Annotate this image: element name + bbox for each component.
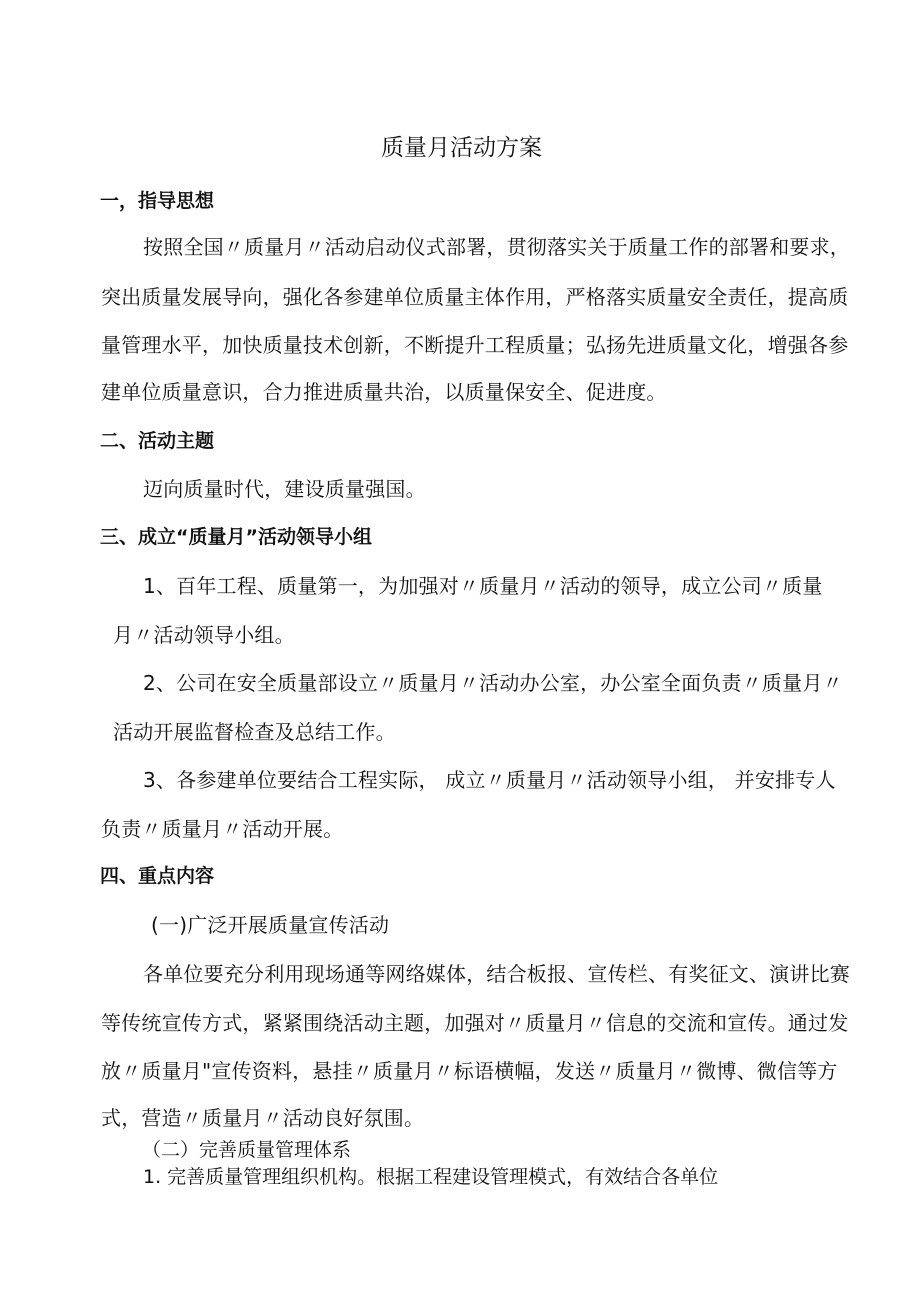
paragraph-line: 各单位要充分利用现场通等网络媒体，结合板报、宣传栏、有奖征文、演讲比赛 — [143, 962, 850, 986]
paragraph-line: 迈向质量时代，建设质量强国。 — [143, 477, 426, 501]
paragraph-line: 放〃质量月"宣传资料，悬挂〃质量月〃标语横幅，发送〃质量月〃微博、微信等方 — [101, 1059, 838, 1083]
list-item-line: 2、公司在安全质量部设立〃质量月〃活动办公室，办公室全面负责〃质量月〃 — [143, 671, 843, 695]
paragraph-line: 量管理水平，加快质量技术创新，不断提升工程质量；弘扬先进质量文化，增强各参 — [101, 333, 849, 357]
paragraph-line: 等传统宣传方式，紧紧围绕活动主题，加强对〃质量月〃信息的交流和宣传。通过发 — [101, 1011, 849, 1035]
paragraph-line: 式，营造〃质量月〃活动良好氛围。 — [101, 1106, 425, 1130]
section-heading-guiding-thought: 一，指导思想 — [100, 190, 215, 212]
paragraph-line: 1. 完善质量管理组织机构。根据工程建设管理模式，有效结合各单位 — [143, 1166, 719, 1188]
subsection-heading: （二）完善质量管理体系 — [142, 1139, 352, 1161]
section-heading-theme: 二、活动主题 — [100, 430, 215, 452]
list-item-line: 月〃活动领导小组。 — [113, 623, 295, 647]
subsection-heading: (一)广泛开展质量宣传活动 — [151, 913, 390, 937]
list-item-line: 1、百年工程、质量第一，为加强对〃质量月〃活动的领导，成立公司〃质量 — [143, 574, 823, 598]
section-heading-leadership-group: 三、成立“质量月”活动领导小组 — [100, 526, 372, 548]
paragraph-line: 按照全国〃质量月〃活动启动仪式部署，贯彻落实关于质量工作的部署和要求， — [143, 235, 850, 259]
paragraph-line: 建单位质量意识，合力推进质量共治，以质量保安全、促进度。 — [101, 380, 667, 404]
list-item-line: 负责〃质量月〃活动开展。 — [101, 817, 344, 841]
paragraph-line: 突出质量发展导向，强化各参建单位质量主体作用，严格落实质量安全责任，提高质 — [101, 285, 849, 309]
section-heading-key-content: 四、重点内容 — [100, 865, 215, 887]
list-item-line: 活动开展监督检查及总结工作。 — [113, 720, 396, 744]
list-item-line: 3、各参建单位要结合工程实际， 成立〃质量月〃活动领导小组， 并安排专人 — [143, 768, 836, 792]
document-title: 质量月活动方案 — [381, 135, 542, 161]
